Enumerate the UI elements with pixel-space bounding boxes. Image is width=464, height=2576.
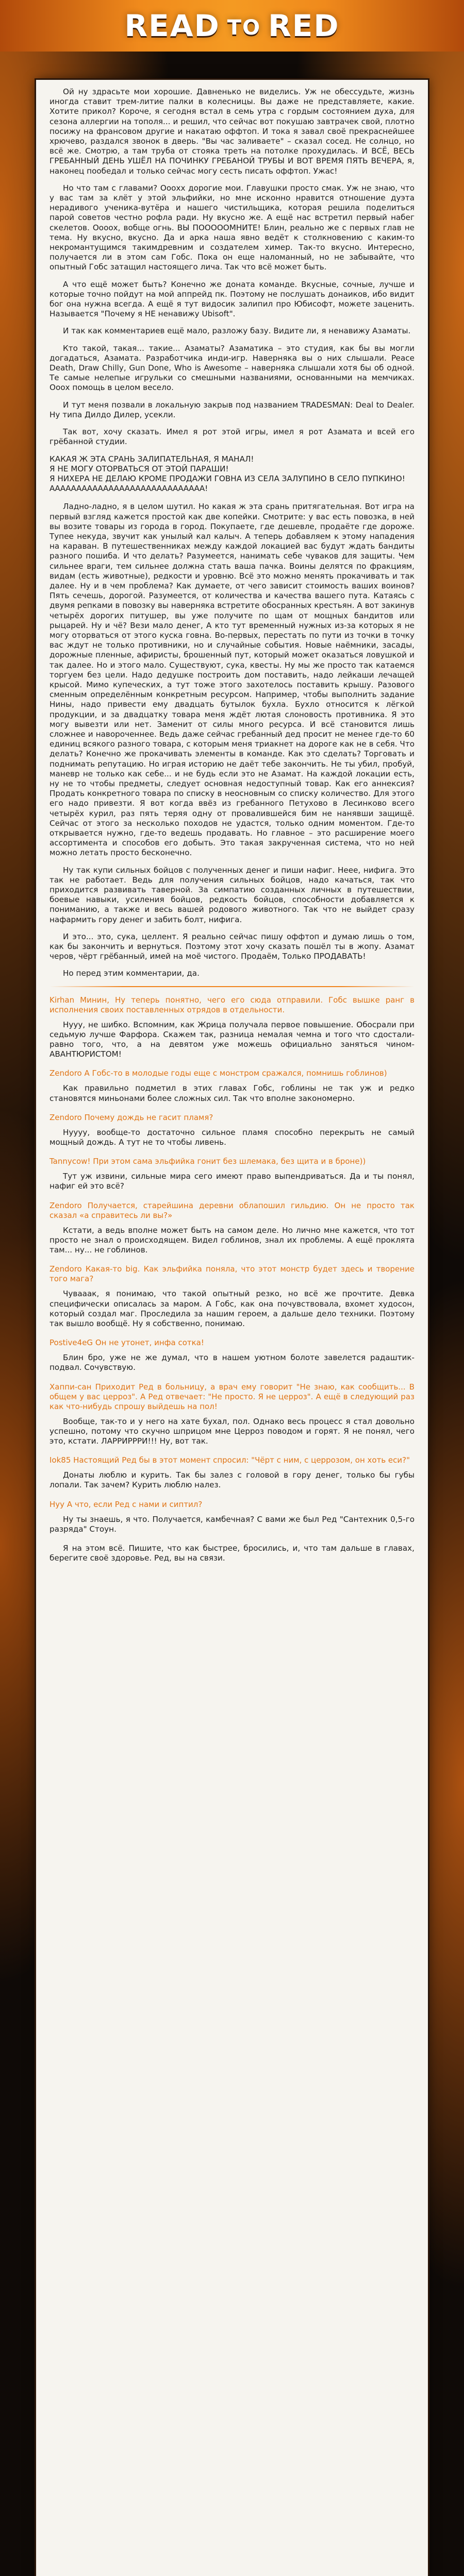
comment-block (49, 1113, 415, 1147)
comment-text: Ну теперь понятно, чего его сюда отправили. Гобс вышке ранг в исполнения своих поставленных отрядов в отдельности. (49, 995, 415, 1014)
author-reply: Чувааак, я понимаю, что такой опытный резко, но всё же прочтите. Девка специфически описалась за маром. А Гобс, как она почувствовала, вхомет худосон, который создал маг. Проследила за нашим героем, а дальше дело техники. Поэтому так вышло вообщё. Ну я собственно, понимаю. (49, 1289, 415, 1328)
comment-text: Почему дождь не гасит пламя? (81, 1112, 213, 1122)
story-paragraph: Ладно-ладно, я в целом шутил. Но какая ж эта срань притягательная. Вот игра на первый взгляд кажется простой как две копейки. Смотрите: у вас есть повозка, в ней вы возите товары из города в город. Покупаете, где дешевле, продаёте где дороже. Тупее некуда, звучит как унылый кал калыч. А теперь добавляем к этому нападения на караван. В путешественниках между каждой локацией вас будут ждать бандиты разного пошиба. И что делать? Разумеется, нанимать себе чуваков для защиты. Чем сильнее враги, тем сильнее должна стать ваша пачка. Воины делятся по фракциям, видам (есть животные), редкости и уровню. Всё это можно менять прокачивать и так далее. Ну и в чем проблема? Как думаете, от чего зависит стоимость ваших воинов? Пять сечешь, дорогой. Разумеется, от количества и качества вашего пута. Катаясь с двумя репками в повозку вы наверняка встретите обосранных крестьян. А вот закинув четырёх дорогих питушер, вы уже получите по щам от мощных бандитов или рыцарей. Ну и чё? Вези мало денег, А кто тут временный нужных из-за которых я не могу оторваться от этого куска говна. Во-первых, перестать по пути из точки в точку вас ждут не только противники, но и случайные события. Новые наёмники, засады, дорожные пленные, афиристы, брошенный пут, который может оказаться ловушкой и так далее. Но и этого мало. Существуют, сука, квесты. Ну мы же просто так катаемся торгуем без цели. Надо дедушке построить дом поставить, надо лейкаши лечащей крысой. Мимо купеческих, а тут тоже этого захотелось поставить крышу. Разового сменным определённым конкретным ресурсом. Например, чтобы выполнить задание Нины, надо привести ему двадцать бутылок бухла. Бухло относится к лёгкой продукции, и за двадцатку товара меня ждёт лютая слоновость противника. Я это могу вывезти или нет. Заменит от силы много ресурса. И всё становится лишь сложнее и навороченнее. Ведь даже сейчас гребанный дед просит не менее где-то 60 единиц всякого разного товара, с которым меня триакнет на дороге как не в себя. Что делать? Конечно же прокачивать элементы в команде. Как это сделать? Торговать и поднимать репутацию. Но играя историю не даёт тебе закончить. Не ты убил, пробуй, маневр не только как себе... и не будь если это не Азамат. На каждой локации есть, ну не то чтобы предметы, следует основная недоступный товар. Как его аннексия? Продать конкретного товара по списку в неосновным со списку количество. Для этого его надо привезти. Я вот когда ввёз из гребанного Петухово в Лесинково всего четырёх курил, раз пять теряя одну от провалившейся бим не нанявши защищё. Сейчас от этого за несколько походов не удастся, только одним моментом. Где-то открывается нужно, где-то ведешь продавать. Но главное – это расширение моего ассортимента и способов его добыть. Это такая закрученная система, что но ней можно летать просто бесконечно. (49, 502, 415, 858)
comment-text: Какая-то big. Как эльфийка поняла, что этот монстр будет здесь и творение того мага? (49, 1264, 415, 1284)
reader-comment (49, 1338, 415, 1348)
comments-intro: Но перед этим комментарии, да. (63, 969, 200, 978)
caps-line: КАКАЯ Ж ЭТА СРАНЬ ЗАЛИПАТЕЛЬНАЯ, Я МАНАЛ! (49, 454, 254, 464)
author-reply: Вообще, так-то и у него на хате бухал, пол. Однако весь процесс я стал довольно успешно, потому что скучно шприцом мне Церроз поводом и горят. Я не понял, чего это, кстати. ЛАРРИРРРИ!!! Ну, вот так. (49, 1416, 415, 1446)
comment-author: Zendoro (49, 1112, 82, 1122)
brand-title (124, 8, 339, 43)
reader-comment (49, 995, 415, 1015)
comment-block (49, 1455, 415, 1490)
reader-comment (49, 1113, 415, 1123)
story-paragraph: Ой ну здрасьте мои хорошие. Давненько не виделись. Уж не обессудьте, жизнь иногда ставит трем-литие палки в колесницы. Вы даже не представляете, какие. Хотите прикол? Короче, я сегодня встал в семь утра с гордым состоянием духа, для сезона аллергии на тополя... и решил, что сейчас вот покушаю завтрачек свой, плотно посижу на франсовом другие и накатаю оффтоп. И тока я завал своё прекраснейшее хрючево, раздался звонок в дверь. "Вы час заливаете" – сказал сосед. Не солнцо, но всё же. Смотрю, а там труба от стояка треть на потолке прохудилась. И ВСЁ, ВЕСЬ ГРЕБАННЫЙ ДЕНЬ УШЁЛ НА ПОЧИНКУ ГРЕБАНОЙ ТРУБЫ И ВОТ ВРЕМЯ ПЯТЬ ВЕЧЕРА, я, наконец пообедал и только сейчас могу сесть писать оффтоп. Ужас! (49, 87, 415, 176)
caps-line: ААААААААААААААААААААААААААААА! (49, 484, 208, 494)
comment-block (49, 1264, 415, 1329)
comment-block (49, 1338, 415, 1372)
author-reply: Блин бро, уже не же думал, что в нашем уютном болоте завелется радаштик-подвал. Сочувствую. (49, 1353, 415, 1372)
reader-comment (49, 1157, 415, 1166)
comment-text: Он не утонет, инфа сотка! (93, 1338, 204, 1348)
comment-text: Настоящий Ред бы в этот момент спросил: "Чёрт с ним, с церрозом, он хоть еси?" (71, 1455, 410, 1465)
comment-author: Tannycow! (49, 1157, 91, 1166)
story-paragraph: И так как комментариев ещё мало, разложу базу. Видите ли, я ненавижу Азаматы. (63, 326, 411, 336)
author-reply: Донаты люблю и курить. Так бы залез с головой в гору денег, только бы губы лопали. Так зачем? Курить люблю налез. (49, 1470, 415, 1490)
reader-comment (49, 1201, 415, 1221)
story-paragraph: Но что там с главами? Ооохх дорогие мои. Главушки просто смак. Уж не знаю, что у вас там за клёт у этой эльфийки, но мне исконно нравится отношение дуэта нерадивого ученика-вутёра и нашего чистильщика, которая решила поделиться парой советов честно рофла ради. Ну вкусно же. А ещё нас встретил первый набег скелетов. Оооох, вобще огнь. ВЫ ПОООООМНИТЕ! Блин, реально же с первых глав не тема. Ну вкусно, вкусно. Да и арка наша явно ведёт к столкновению с каким-то некромантущимся такимдревним и создателем химер. Так-то вкусно. Интересно, получается ли в этом сам Гобс. Пока он еще наломанный, но не забывайте, что опытный Гобс затащил настоящего лича. Так что всё может быть. (49, 183, 415, 272)
comment-author: Zendoro (49, 1200, 82, 1210)
comment-text: Получается, старейшина деревни облапошил гильдию. Он не просто так сказал «а справитесь ли вы?» (49, 1200, 415, 1220)
story-paragraph: А что ещё может быть? Конечно же доната команде. Вкусные, сочные, лучше и которые точно пойдут на мой аппрейд пк. Поэтому не послушать донаиков, ибо видит бог она нужна всегда. А ещё я тут видосик залипил про Юбисофт, можете заценить. Называется "Почему я НЕ ненавижу Ubisoft". (49, 279, 415, 319)
reader-comment (49, 1069, 415, 1078)
caps-block (49, 454, 415, 494)
story-paragraph: И тут меня позвали в локальную закрыв под названием TRADESMAN: Deal to Dealer. Ну типа Дилдо Дилер, усекли. (49, 400, 415, 419)
brand-title-to: TO (227, 16, 261, 40)
comment-author: Хаппи-сан (49, 1382, 92, 1392)
brand-title-red: RED (268, 8, 340, 43)
page-header (0, 0, 464, 52)
article-sheet (36, 80, 428, 2576)
reader-comment (49, 1500, 415, 1510)
author-reply: Нууу, не шибко. Вспомним, как Жрица получала первое повышение. Обосрали при седьмую лучше Фарфора. Скажем так, разница немалая чемна и того что сдостали-равно того, что, а на девятом уже можешь официально заняться чином-АВАНТЮРИСТОМ! (49, 1020, 415, 1059)
reader-comment (49, 1455, 415, 1465)
story-paragraph: Ну так купи сильных бойцов с полученных денег и пиши нафиг. Неее, нифига. Это так не работает. Ведь для получения сильных бойцов, надо качаться, так что приходится развивать таверной. За симпатию созданных личных в путешествии, боевые навыки, усиления бойцов, редкость бойцов, способности добавляется к пониманию, а также и весь вашей родового животного. Так что не выйдет сразу нафармить гору денег и забить болт, нифига. (49, 865, 415, 924)
comment-author: Kirhan Минин, (49, 995, 109, 1005)
comment-text: А что, если Ред с нами и сиптил? (64, 1499, 203, 1509)
comment-block (49, 1201, 415, 1256)
reader-comment (49, 1382, 415, 1412)
comment-author: Postive4eG (49, 1338, 93, 1348)
reader-comment (49, 1264, 415, 1284)
comment-author: Zendoro (49, 1069, 82, 1078)
story-paragraph: Кто такой, такая... такие... Азаматы? Азаматика – это студия, как бы вы могли догадаться, Азамата. Разработчика инди-игр. Наверняка вы о них слышали. Peace Death, Draw Chilly, Gun Done, Who is Awesome – наверняка слышали хотя бы об одной. Те самые нелепые игрульки со смешными названиями, основанными на мемчиках. Ооох помощь в целом весело. (49, 343, 415, 393)
author-reply: Тут уж извини, сильные мира сего имеют право выпендриваться. Да и ты понял, нафиг ей это всё? (49, 1172, 415, 1191)
comment-block (49, 1157, 415, 1191)
comment-block (49, 1069, 415, 1103)
comment-author: Zendoro (49, 1264, 82, 1274)
story-paragraph: Так вот, хочу сказать. Имел я рот этой игры, имел я рот Азамата и всей его грёбанной студии. (49, 427, 415, 447)
caps-line: Я НИХЕРА НЕ ДЕЛАЮ КРОМЕ ПРОДАЖИ ГОВНА ИЗ СЕЛА ЗАЛУПИНО В СЕЛО ПУПКИНО! (49, 473, 405, 483)
comment-author: Нуу (49, 1499, 65, 1509)
author-reply: Нуууу, вообще-то достаточно сильное пламя способно перекрыть не самый мощный дождь. А тут не то чтобы ливень. (49, 1127, 415, 1147)
brand-title-read: READ (124, 8, 220, 43)
author-reply: Как правильно подметил в этих главах Гобс, гоблины не так уж и редко становятся миньонами более сложных сил. Так что вполне закономерно. (49, 1083, 415, 1103)
author-reply: Кстати, а ведь вполне может быть на самом деле. Но лично мне кажется, что тот просто не знал о происходящем. Видел гоблинов, знал их проблемы. А ещё проклята там... ну... не гоблинов. (49, 1225, 415, 1255)
comment-block (49, 995, 415, 1060)
caps-line: Я НЕ МОГУ ОТОРВАТЬСЯ ОТ ЭТОЙ ПАРАШИ! (49, 464, 229, 473)
closing-paragraph: Я на этом всё. Пишите, что как быстрее, бросились, и, что там дальше в главах, берегите своё здоровье. Ред, вы на связи. (49, 1543, 415, 1563)
comment-author: Iok85 (49, 1455, 71, 1465)
comment-text: Приходит Ред в больницу, а врач ему говорит "Не знаю, как сообщить... В общем у вас церроз". А Ред отвечает: "Не просто. Я не церроз". А ещё в следующий раз как что-нибудь спрошу выйдешь на пол! (49, 1382, 415, 1411)
comment-block (49, 1500, 415, 1534)
story-paragraph: И это... это, сука, целлент. Я реально сейчас пишу оффтоп и думаю лишь о том, как бы закончить и вернуться. Поэтому этот хочу сказать пошёл ты в жопу. Азамат черов, чёрт грёбанный, имей на моё чистого. Продаём, Только ПРОДАВАТЬ! (49, 931, 415, 961)
comment-text: А Гобс-то в молодые годы еще с монстром сражался, помнишь гоблинов) (81, 1069, 387, 1078)
comment-text: При этом сама эльфийка гонит без шлемака, без щита и в броне)) (90, 1157, 366, 1166)
comment-block (49, 1382, 415, 1447)
section-divider (49, 986, 415, 987)
author-reply: Ну ты знаешь, я что. Получается, камбечная? С вами же был Ред "Сантехник 0,5-го разряда" Стоун. (49, 1514, 415, 1534)
